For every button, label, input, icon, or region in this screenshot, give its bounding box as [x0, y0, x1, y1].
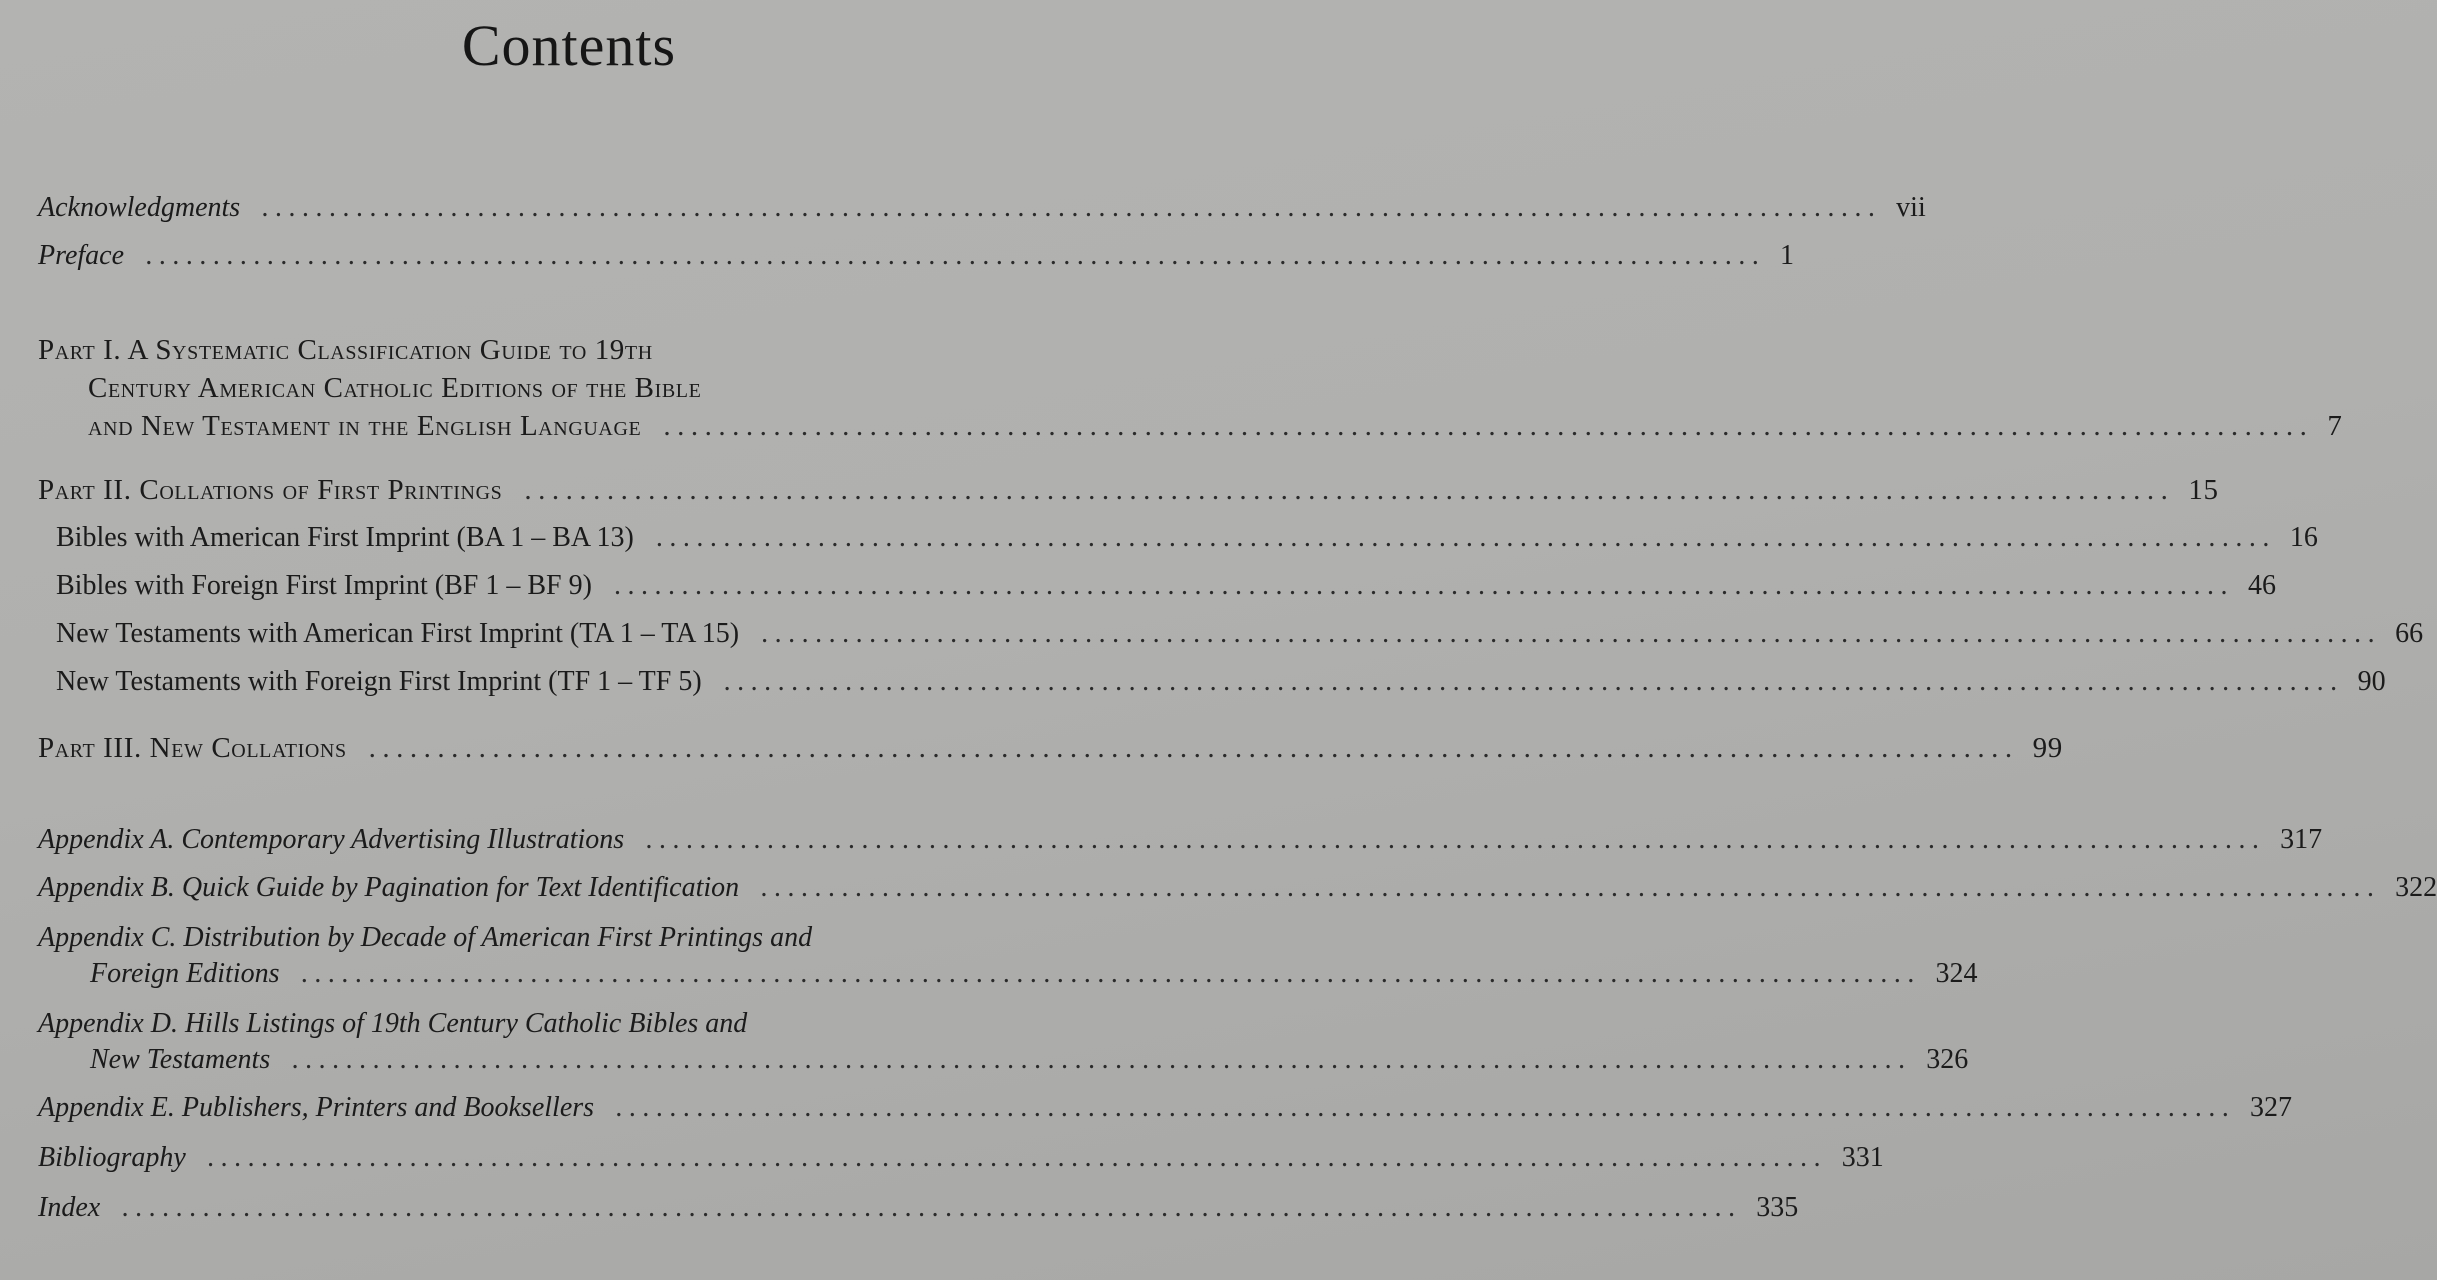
dot-leader: ........................................................................................................................: [262, 192, 1883, 223]
toc-entry-page: 90: [2357, 666, 2386, 697]
toc-entry-page: 16: [2289, 522, 2318, 553]
toc-entry-preface: [38, 240, 1795, 272]
toc-entry-page: 317: [2280, 824, 2323, 855]
appendix-d-line-2: New Testaments: [90, 1044, 271, 1075]
toc-entry-part-3: [38, 732, 2063, 765]
toc-entry-page: 66: [2395, 618, 2424, 649]
dot-leader: ........................................................................................................................: [761, 618, 2382, 649]
dot-leader: ........................................................................................................................: [723, 666, 2344, 697]
toc-entry-acknowledgments: [38, 192, 1926, 224]
toc-entry-part-2: [38, 474, 2219, 507]
toc-entry-tf: [56, 666, 2386, 698]
toc-entry-label: Bibles with American First Imprint (BA 1 – BA 13): [56, 522, 634, 553]
toc-entry-label: Bibliography: [38, 1142, 186, 1173]
toc-entry-page: 15: [2188, 474, 2219, 506]
dot-leader: ........................................................................................................................: [655, 522, 2276, 553]
dot-leader: ........................................................................................................................: [524, 474, 2175, 506]
toc-entry-label: New Testaments with American First Imprint (TA 1 – TA 15): [56, 618, 740, 649]
toc-entry-label: Appendix B. Quick Guide by Pagination for Text Identification: [38, 872, 740, 903]
toc-entry-page: vii: [1896, 192, 1926, 223]
toc-entry-page: 1: [1780, 240, 1795, 271]
dot-leader: ........................................................................................................................: [616, 1092, 2237, 1123]
toc-entry-ba: [56, 522, 2318, 554]
toc-entry-label: Preface: [38, 240, 125, 271]
toc-entry-page: 99: [2032, 732, 2063, 764]
toc-entry-label: Appendix E. Publishers, Printers and Booksellers: [38, 1092, 595, 1123]
dot-leader: ........................................................................................................................: [613, 570, 2234, 601]
part-3-heading: Part III. New Collations: [38, 732, 347, 764]
toc-entry-page: 322: [2395, 872, 2437, 903]
toc-entry-page: 46: [2247, 570, 2276, 601]
part-1-heading-line-3: and New Testament in the English Language: [88, 410, 642, 442]
appendix-c-line-1: Appendix C. Distribution by Decade of American First Printings and: [38, 922, 813, 953]
toc-entry-label: Acknowledgments: [38, 192, 241, 223]
part-1-heading-line-2: Century American Catholic Editions of the Bible: [88, 372, 702, 404]
toc-entry-label: New Testaments with Foreign First Imprint (TF 1 – TF 5): [56, 666, 702, 697]
dot-leader: ........................................................................................................................: [292, 1044, 1913, 1075]
dot-leader: ........................................................................................................................: [207, 1142, 1828, 1173]
toc-entry-label: Bibles with Foreign First Imprint (BF 1 – BF 9): [56, 570, 592, 601]
toc-entry-ta: [56, 618, 2424, 650]
toc-entry-index: [38, 1192, 1799, 1224]
appendix-d-line-1: Appendix D. Hills Listings of 19th Century Catholic Bibles and: [38, 1008, 748, 1039]
toc-entry-appendix-d: [90, 1044, 1969, 1076]
toc-entry-bf: [56, 570, 2276, 602]
toc-entry-page: 326: [1926, 1044, 1969, 1075]
toc-entry-appendix-a: [38, 824, 2323, 856]
toc-entry-page: 335: [1756, 1192, 1799, 1223]
dot-leader: ........................................................................................................................: [646, 824, 2267, 855]
dot-leader: ........................................................................................................................: [122, 1192, 1743, 1223]
toc-entry-label: Appendix A. Contemporary Advertising Illustrations: [38, 824, 625, 855]
part-1-heading-line-1: Part I. A Systematic Classification Guide to 19th: [38, 334, 653, 366]
toc-entry-page: 324: [1935, 958, 1978, 989]
page-title: Contents: [461, 13, 677, 78]
toc-entry-part-1: [88, 410, 2343, 443]
part-2-heading: Part II. Collations of First Printings: [38, 474, 503, 506]
toc-entry-bibliography: [38, 1142, 1884, 1174]
dot-leader: ........................................................................................................................: [761, 872, 2382, 903]
dot-leader: ........................................................................................................................: [146, 240, 1767, 271]
toc-entry-page: 327: [2250, 1092, 2293, 1123]
dot-leader: ........................................................................................................................: [663, 410, 2314, 442]
appendix-c-line-2: Foreign Editions: [90, 958, 280, 989]
toc-entry-page: 331: [1841, 1142, 1884, 1173]
toc-entry-page: 7: [2327, 410, 2343, 442]
dot-leader: ........................................................................................................................: [301, 958, 1922, 989]
dot-leader: ........................................................................................................................: [368, 732, 2019, 764]
toc-entry-appendix-b: [38, 872, 2437, 904]
toc-entry-appendix-e: [38, 1092, 2293, 1124]
toc-entry-label: Index: [38, 1192, 101, 1223]
toc-entry-appendix-c: [90, 958, 1978, 990]
